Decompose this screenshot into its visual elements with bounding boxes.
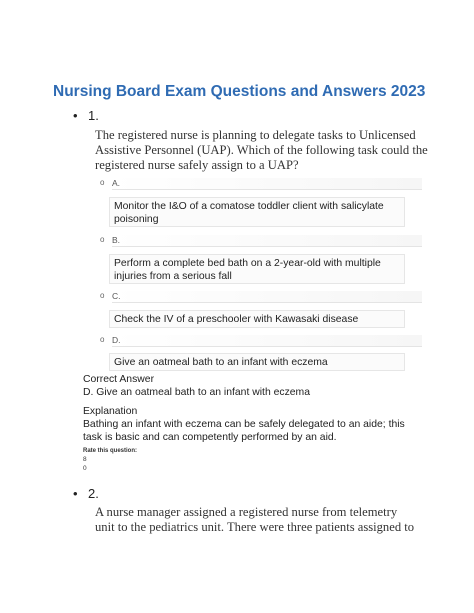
circle-bullet-icon: o [100,235,105,244]
correct-answer-label: Correct Answer [83,374,155,385]
bullet-icon: • [73,108,78,123]
option-b-radio[interactable]: o B. [112,235,422,247]
question-1-stem: The registered nurse is planning to delegate tasks to Unlicensed Assistive Personnel (UAP). Which of the following task could the registered nurse safely assign to a UAP? [95,128,428,172]
circle-bullet-icon: o [100,178,105,187]
question-2-number: • 2. [73,486,99,501]
explanation-text: Bathing an infant with eczema can be safely delegated to an aide; this task is basic and can competently performed by an aid. [83,419,405,443]
correct-answer-text: D. Give an oatmeal bath to an infant with eczema [83,387,310,398]
option-c-radio[interactable]: o C. [112,291,422,303]
option-a-radio[interactable]: o A. [112,178,422,190]
rate-up-count[interactable]: 8 [83,456,87,463]
explanation-label: Explanation [83,406,138,417]
option-d-text[interactable]: Give an oatmeal bath to an infant with eczema [109,353,405,371]
circle-bullet-icon: o [100,335,105,344]
question-2-stem: A nurse manager assigned a registered nurse from telemetry unit to the pediatrics unit. There were three patients assigned to [95,505,415,534]
option-a-text[interactable]: Monitor the I&O of a comatose toddler client with salicylate poisoning [109,197,405,227]
option-c-text[interactable]: Check the IV of a preschooler with Kawasaki disease [109,310,405,328]
circle-bullet-icon: o [100,291,105,300]
bullet-icon: • [73,486,78,501]
document-title: Nursing Board Exam Questions and Answers 2023 [53,83,426,100]
question-1-number: • 1. [73,108,99,123]
rate-question-label: Rate this question: [83,448,138,454]
option-b-text[interactable]: Perform a complete bed bath on a 2-year-old with multiple injuries from a serious fall [109,254,405,284]
rate-down-count[interactable]: 0 [83,465,87,472]
option-d-radio[interactable]: o D. [112,335,422,347]
